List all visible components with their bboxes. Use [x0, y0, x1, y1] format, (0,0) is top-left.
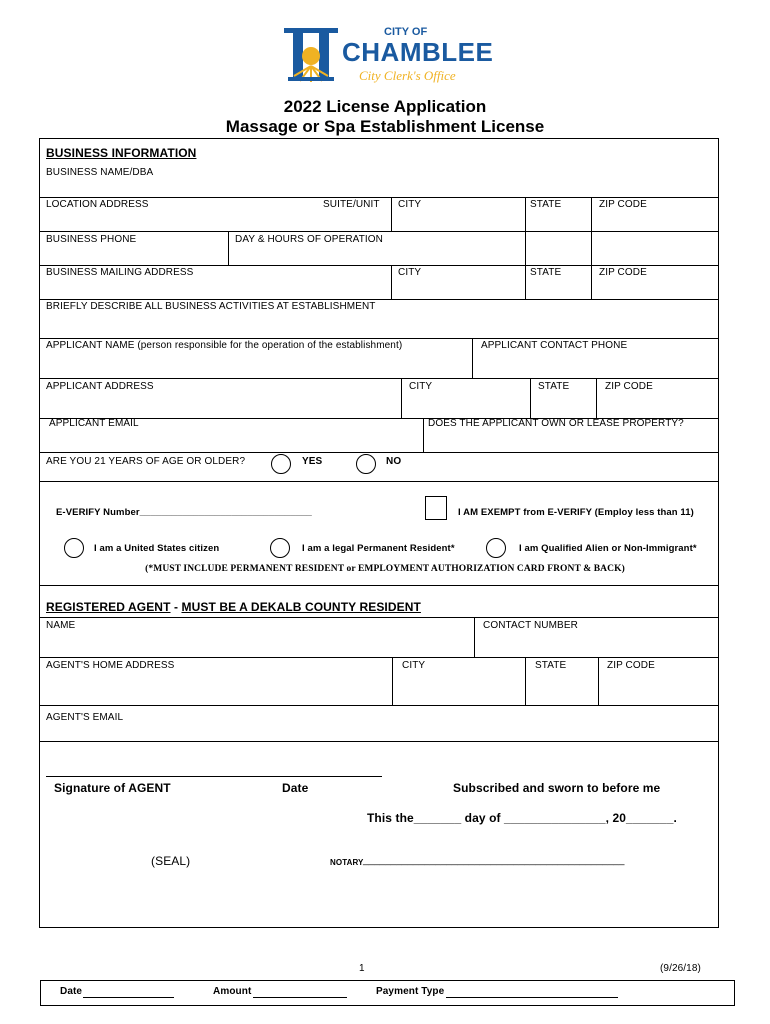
divider [39, 265, 719, 266]
divider [423, 418, 424, 452]
agent-contact-field[interactable]: CONTACT NUMBER [483, 620, 578, 631]
business-zip-field[interactable]: ZIP CODE [599, 199, 647, 210]
applicant-city-field[interactable]: CITY [409, 381, 433, 392]
form-box [39, 138, 719, 928]
applicant-address-field[interactable]: APPLICANT ADDRESS [46, 381, 154, 392]
business-activities-field[interactable]: BRIEFLY DESCRIBE ALL BUSINESS ACTIVITIES AT ESTABLISHMENT [46, 301, 376, 312]
bell-tower-icon [280, 26, 342, 88]
mailing-state-field[interactable]: STATE [530, 267, 562, 278]
applicant-zip-field[interactable]: ZIP CODE [605, 381, 653, 392]
no-label: NO [386, 456, 402, 467]
divider [39, 378, 719, 379]
agent-city-field[interactable]: CITY [402, 660, 426, 671]
divider [472, 338, 473, 378]
form-title: 2022 License Application [283, 97, 487, 116]
divider [391, 265, 392, 299]
divider [598, 657, 599, 705]
signature-line[interactable] [46, 776, 382, 777]
footer-date-line[interactable] [83, 997, 174, 998]
footer-payment-type-line[interactable] [446, 997, 618, 998]
form-subtitle: Massage or Spa Establishment License [225, 117, 545, 136]
applicant-state-field[interactable]: STATE [538, 381, 570, 392]
logo-city-of: CITY OF [384, 26, 428, 38]
everify-exempt-label: I AM EXEMPT from E-VERIFY (Employ less than 11) [458, 507, 694, 518]
page-number: 1 [359, 963, 365, 974]
divider [39, 617, 719, 618]
divider [596, 378, 597, 418]
yes-radio[interactable] [271, 454, 291, 474]
suite-unit-field[interactable]: SUITE/UNIT [323, 199, 380, 210]
mailing-address-field[interactable]: BUSINESS MAILING ADDRESS [46, 267, 194, 278]
applicant-email-field[interactable]: APPLICANT EMAIL [49, 418, 139, 429]
logo-name: CHAMBLEE [342, 37, 494, 67]
location-address-field[interactable]: LOCATION ADDRESS [46, 199, 149, 210]
footer-payment-type-label: Payment Type [376, 986, 445, 997]
divider [228, 231, 229, 265]
seal-label: (SEAL) [151, 854, 191, 868]
qualified-alien-radio[interactable] [486, 538, 506, 558]
everify-number-field[interactable]: E-VERIFY Number________________________________ [56, 507, 312, 518]
sworn-statement: Subscribed and sworn to before me [453, 781, 661, 795]
signature-agent-label: Signature of AGENT [54, 781, 171, 795]
divider [525, 657, 526, 705]
card-requirement-note: (*MUST INCLUDE PERMANENT RESIDENT or EMPLOYMENT AUTHORIZATION CARD FRONT & BACK) [145, 564, 625, 574]
qualified-alien-label: I am Qualified Alien or Non-Immigrant* [519, 543, 697, 554]
revision-date: (9/26/18) [660, 963, 701, 974]
divider [39, 481, 719, 482]
divider [39, 299, 719, 300]
business-city-field[interactable]: CITY [398, 199, 422, 210]
divider [525, 197, 526, 299]
everify-exempt-checkbox[interactable] [425, 496, 447, 520]
divider [39, 338, 719, 339]
divider [591, 197, 592, 299]
applicant-name-field[interactable]: APPLICANT NAME (person responsible for the operation of the establishment) [46, 340, 403, 351]
business-state-field[interactable]: STATE [530, 199, 562, 210]
mailing-city-field[interactable]: CITY [398, 267, 422, 278]
agent-email-field[interactable]: AGENT'S EMAIL [46, 712, 124, 723]
divider [39, 741, 719, 742]
agent-home-address-field[interactable]: AGENT'S HOME ADDRESS [46, 660, 175, 671]
divider [39, 705, 719, 706]
divider [392, 657, 393, 705]
agent-zip-field[interactable]: ZIP CODE [607, 660, 655, 671]
own-lease-field[interactable]: DOES THE APPLICANT OWN OR LEASE PROPERTY? [428, 418, 684, 429]
divider [39, 452, 719, 453]
footer-date-label: Date [60, 986, 83, 997]
citizen-radio[interactable] [64, 538, 84, 558]
divider [391, 197, 392, 231]
business-name-field[interactable]: BUSINESS NAME/DBA [46, 167, 154, 178]
city-logo [280, 26, 494, 90]
permanent-resident-radio[interactable] [270, 538, 290, 558]
agent-name-field[interactable]: NAME [46, 620, 76, 631]
this-the-line[interactable]: This the_______ day of _______________, 20_______. [367, 811, 677, 825]
footer-amount-label: Amount [213, 986, 252, 997]
hours-of-operation-field[interactable]: DAY & HOURS OF OPERATION [235, 234, 383, 245]
divider [39, 231, 719, 232]
signature-date-label: Date [282, 781, 309, 795]
divider [474, 617, 475, 657]
agent-state-field[interactable]: STATE [535, 660, 567, 671]
business-info-heading: BUSINESS INFORMATION [46, 146, 197, 160]
divider [530, 378, 531, 418]
divider [39, 197, 719, 198]
divider [39, 585, 719, 586]
divider [39, 657, 719, 658]
notary-label: NOTARY [330, 858, 364, 867]
yes-label: YES [302, 456, 323, 467]
citizen-label: I am a United States citizen [94, 543, 220, 554]
registered-agent-heading: REGISTERED AGENT - MUST BE A DEKALB COUNTY RESIDENT [46, 600, 421, 614]
age-question-label: ARE YOU 21 YEARS OF AGE OR OLDER? [46, 456, 246, 467]
mailing-zip-field[interactable]: ZIP CODE [599, 267, 647, 278]
notary-line[interactable]: _______________________________________________ [363, 855, 625, 866]
logo-office: City Clerk's Office [359, 68, 456, 83]
divider [401, 378, 402, 418]
permanent-resident-label: I am a legal Permanent Resident* [302, 543, 455, 554]
footer-amount-line[interactable] [253, 997, 347, 998]
business-phone-field[interactable]: BUSINESS PHONE [46, 234, 137, 245]
applicant-phone-field[interactable]: APPLICANT CONTACT PHONE [481, 340, 628, 351]
no-radio[interactable] [356, 454, 376, 474]
